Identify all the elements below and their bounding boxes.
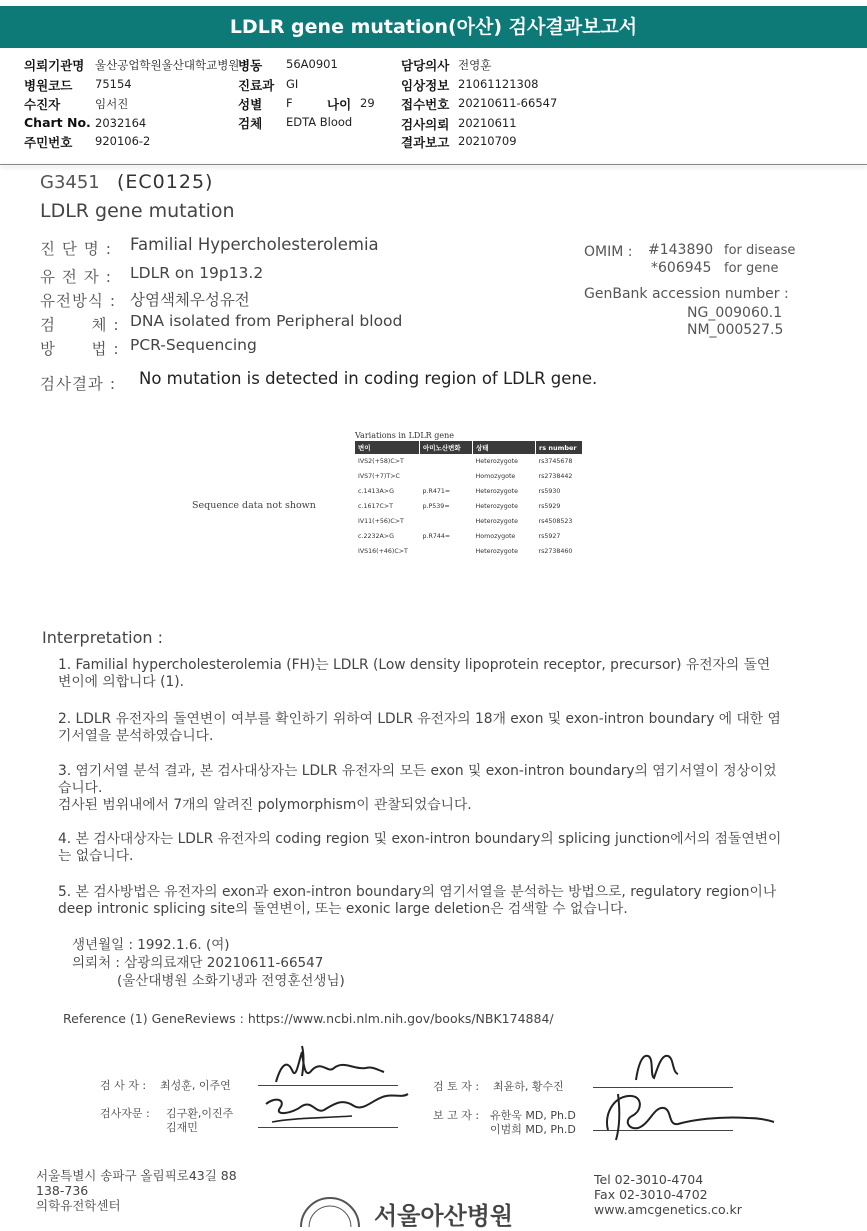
age-value: 29: [360, 96, 375, 110]
info-label: 성별: [238, 97, 263, 112]
data-name-line: 김재민: [166, 1121, 198, 1134]
reviewer-signature: [630, 1046, 690, 1086]
table-row: [355, 544, 583, 559]
info-value: EDTA Blood: [286, 115, 353, 129]
info-label: Chart No.: [24, 115, 91, 130]
variations-title: Variations in LDLR gene: [355, 431, 454, 440]
info-label: 담당의사: [401, 58, 450, 73]
table-cell: IVS16(+46)C>T: [358, 548, 408, 555]
header-divider: [0, 164, 867, 165]
age-label: 나이: [327, 97, 352, 112]
data-name-line: 김구환,이진주: [166, 1107, 234, 1120]
table-row: [355, 529, 583, 544]
consultant-signature: [262, 1088, 412, 1128]
info-label: 진료과: [238, 78, 275, 93]
field-label: 유 전 자 :: [40, 268, 112, 286]
table-cell: Heterozygote: [475, 503, 518, 510]
report-title: LDLR gene mutation(아산) 검사결과보고서: [0, 6, 867, 48]
reporter-signature: [598, 1086, 778, 1146]
field-value: 상염색체우성유전: [130, 291, 250, 309]
column-header: 변이: [355, 441, 420, 454]
tester-signature: [262, 1040, 392, 1090]
omim-gene-id: *606945: [651, 260, 712, 276]
table-cell: c.2232A>G: [358, 533, 394, 540]
reporter-label: 보 고 자 :: [433, 1109, 480, 1122]
variations-table: [355, 431, 585, 559]
address-line: 서울특별시 송파구 올림픽로43길 88: [36, 1168, 237, 1183]
info-value: 울산공업학원울산대학교병원: [95, 58, 240, 72]
table-row: [355, 454, 583, 469]
reviewer-names: 최윤하, 황수진: [493, 1080, 564, 1093]
info-label: 임상정보: [401, 78, 450, 93]
test-code: G3451: [40, 172, 100, 193]
info-value: 전영훈: [458, 58, 492, 72]
interpretation-title: Interpretation :: [42, 628, 163, 647]
data-label: 검사자문 :: [100, 1107, 150, 1120]
interpretation-item: 검사된 범위내에서 7개의 알려진 polymorphism이 관찰되었습니다.: [58, 797, 472, 813]
table-cell: rs4508523: [538, 518, 573, 525]
result-text: No mutation is detected in coding region of LDLR gene.: [139, 369, 598, 388]
omim-gene-label: for gene: [724, 261, 779, 276]
hospital-name: 서울아산병원: [374, 1202, 514, 1230]
table-cell: p.P539=: [422, 503, 450, 510]
omim-disease-label: for disease: [724, 243, 796, 258]
table-cell: rs5929: [538, 503, 561, 510]
info-value: 20210611: [458, 116, 517, 130]
table-cell: IVS2(+58)C>T: [358, 458, 404, 465]
column-header: 상태: [473, 441, 536, 454]
table-cell: [420, 514, 473, 529]
table-cell: Heterozygote: [475, 548, 518, 555]
table-cell: IV11(+56)C>T: [358, 518, 404, 525]
info-label: 병동: [238, 58, 263, 73]
table-cell: c.1413A>G: [358, 488, 394, 495]
table-cell: Heterozygote: [475, 458, 518, 465]
omim-label: OMIM :: [584, 244, 633, 260]
interpretation-item: 4. 본 검사대상자는 LDLR 유전자의 coding region 및 exon-intron boundary의 splicing junction에서의 점돌연변이는 없습니다.: [58, 831, 782, 864]
reference: Reference (1) GeneReviews : https://www.ncbi.nlm.nih.gov/books/NBK174884/: [63, 1011, 554, 1026]
tester-label: 검 사 자 :: [100, 1079, 147, 1092]
note-line: (울산대병원 소화기냉과 전영훈선생님): [117, 973, 345, 989]
field-value: Familial Hypercholesterolemia: [130, 235, 379, 254]
fax: Fax 02-3010-4702: [594, 1187, 708, 1202]
info-label: 결과보고: [401, 135, 450, 150]
info-label: 의뢰기관명: [24, 58, 85, 73]
info-value: 20210611-66547: [458, 96, 558, 110]
field-label: 방 법 :: [40, 340, 120, 358]
field-value: DNA isolated from Peripheral blood: [130, 312, 403, 330]
field-label: 진 단 명 :: [40, 240, 112, 258]
interpretation-item: 5. 본 검사방법은 유전자의 exon과 exon-intron boundary의 염기서열을 분석하는 방법으로, regulatory region이나 deep intronic splicing site의 돌연변이, 또는 exonic large deletion은 검색할 수 없습니다.: [58, 884, 777, 917]
tester-names: 최성훈, 이주연: [160, 1079, 231, 1092]
table-cell: Homozygote: [475, 473, 516, 480]
note-line: 의뢰처 : 삼광의료재단 20210611-66547: [72, 955, 324, 971]
table-cell: rs5927: [538, 533, 561, 540]
test-name: LDLR gene mutation: [40, 200, 235, 222]
info-value: 20210709: [458, 134, 517, 148]
table-cell: [420, 544, 473, 559]
genbank-id: NG_009060.1: [687, 305, 783, 321]
reporter-name-line: 유한욱 MD, Ph.D: [490, 1109, 576, 1122]
table-cell: c.1617C>T: [358, 503, 394, 510]
column-header: 아미노산변화: [420, 441, 473, 454]
info-value: 75154: [95, 77, 132, 91]
address-line: 138-736: [36, 1183, 89, 1198]
omim-disease-id: #143890: [648, 242, 714, 258]
interpretation-item: 2. LDLR 유전자의 돌연변이 여부를 확인하기 위하여 LDLR 유전자의 18개 exon 및 exon-intron boundary 에 대한 염기서열을 분석하였습니다.: [58, 711, 781, 744]
table-cell: [420, 469, 473, 484]
table-cell: [420, 454, 473, 469]
table-row: [355, 514, 583, 529]
table-row: [355, 469, 583, 484]
result-label: 검사결과 :: [40, 375, 117, 393]
genbank-label: GenBank accession number :: [584, 286, 789, 302]
reviewer-label: 검 토 자 :: [433, 1080, 480, 1093]
genbank-id: NM_000527.5: [687, 322, 784, 338]
phone: Tel 02-3010-4704: [594, 1172, 704, 1187]
address-line: 의학유전학센터: [36, 1198, 121, 1213]
table-cell: Homozygote: [475, 533, 516, 540]
table-cell: Heterozygote: [475, 518, 518, 525]
info-value: 임서진: [95, 97, 129, 111]
info-label: 검사의뢰: [401, 117, 450, 132]
interpretation-item: 3. 염기서열 분석 결과, 본 검사대상자는 LDLR 유전자의 모든 exon 및 exon-intron boundary의 염기서열이 정상이었습니다.: [58, 763, 777, 796]
info-value: 2032164: [95, 116, 147, 130]
hospital-seal-icon: [298, 1195, 362, 1227]
note-line: 생년월일 : 1992.1.6. (여): [72, 937, 230, 953]
table-row: [355, 499, 583, 514]
table-header-row: [355, 441, 583, 454]
table-cell: Heterozygote: [475, 488, 518, 495]
field-value: PCR-Sequencing: [130, 336, 257, 354]
info-label: 접수번호: [401, 97, 450, 112]
info-value: 920106-2: [95, 134, 151, 148]
info-value: F: [286, 96, 293, 110]
footer-address: [36, 1168, 237, 1213]
field-value: LDLR on 19p13.2: [130, 264, 264, 282]
info-value: GI: [286, 77, 299, 91]
info-label: 주민번호: [24, 135, 73, 150]
info-label: 검체: [238, 116, 263, 131]
table-cell: rs2738460: [538, 548, 573, 555]
info-value: 56A0901: [286, 57, 338, 71]
field-label: 검 체 :: [40, 316, 120, 334]
table-cell: rs3745678: [538, 458, 573, 465]
test-code-alt: (EC0125): [117, 171, 214, 193]
info-label: 수진자: [24, 97, 61, 112]
table-cell: p.R744=: [422, 533, 451, 540]
table-row: [355, 484, 583, 499]
website-link[interactable]: www.amcgenetics.co.kr: [594, 1202, 742, 1217]
table-cell: rs2738442: [538, 473, 573, 480]
info-label: 병원코드: [24, 78, 73, 93]
table-cell: p.R471=: [422, 488, 451, 495]
reporter-name-line: 이범희 MD, Ph.D: [490, 1123, 576, 1136]
field-label: 유전방식 :: [40, 292, 117, 310]
table-cell: rs5930: [538, 488, 561, 495]
sequence-note: Sequence data not shown: [192, 500, 316, 511]
footer-contact: [594, 1172, 742, 1217]
table-cell: IVS7(+7)T>C: [358, 473, 400, 480]
info-value: 21061121308: [458, 77, 539, 91]
column-header: rs number: [536, 441, 583, 454]
interpretation-item: 1. Familial hypercholesterolemia (FH)는 LDLR (Low density lipoprotein receptor, precursor) 유전자의 돌연변이에 의합니다 (1).: [58, 657, 771, 690]
